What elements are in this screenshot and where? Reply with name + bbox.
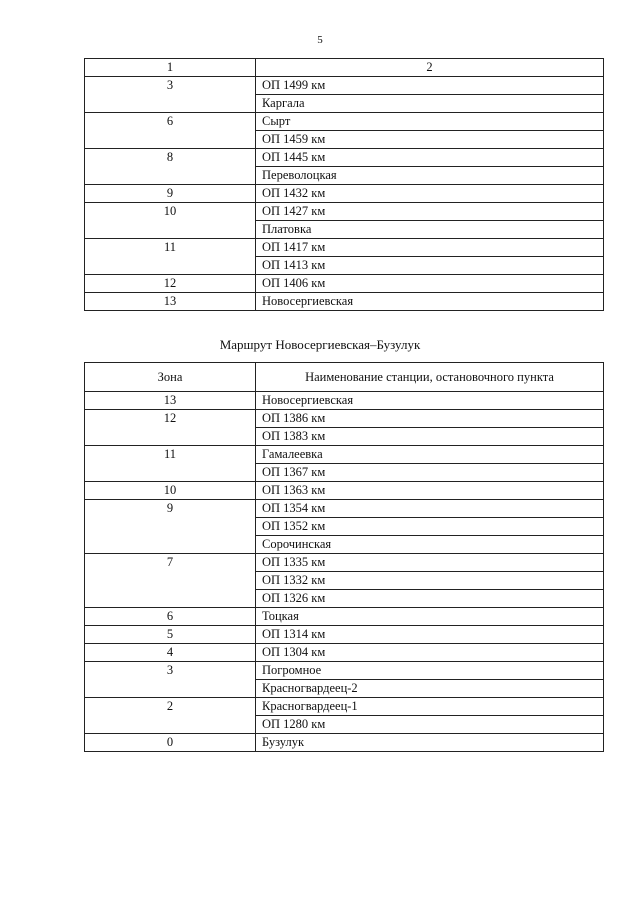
- zone-cell: 2: [85, 698, 256, 734]
- table-row: [85, 113, 604, 131]
- table-body: [85, 392, 604, 752]
- station-name-cell: ОП 1335 км: [256, 554, 604, 572]
- station-name-cell: ОП 1352 км: [256, 518, 604, 536]
- station-name-cell: ОП 1459 км: [256, 131, 604, 149]
- zone-cell: 3: [85, 77, 256, 113]
- zone-cell: 13: [85, 392, 256, 410]
- station-name-cell: ОП 1413 км: [256, 257, 604, 275]
- zone-cell: 9: [85, 185, 256, 203]
- zone-cell: 10: [85, 203, 256, 239]
- station-name-cell: ОП 1304 км: [256, 644, 604, 662]
- zones-table-continued: [84, 58, 604, 311]
- station-name-cell: ОП 1354 км: [256, 500, 604, 518]
- column-header-1: 1: [85, 59, 256, 77]
- station-name-cell: Новосергиевская: [256, 392, 604, 410]
- zone-cell: 3: [85, 662, 256, 698]
- station-name-cell: Бузулук: [256, 734, 604, 752]
- zone-cell: 7: [85, 554, 256, 608]
- station-name-cell: ОП 1406 км: [256, 275, 604, 293]
- station-name-cell: Сырт: [256, 113, 604, 131]
- station-name-cell: Красногвардеец-1: [256, 698, 604, 716]
- zone-cell: 10: [85, 482, 256, 500]
- table-row: [85, 410, 604, 428]
- station-name-cell: ОП 1427 км: [256, 203, 604, 221]
- table-row: [85, 293, 604, 311]
- column-header-2: 2: [256, 59, 604, 77]
- station-name-cell: ОП 1383 км: [256, 428, 604, 446]
- table-header-row: [85, 363, 604, 392]
- station-name-cell: ОП 1363 км: [256, 482, 604, 500]
- zone-cell: 9: [85, 500, 256, 554]
- station-name-cell: Погромное: [256, 662, 604, 680]
- zone-cell: 4: [85, 644, 256, 662]
- station-name-cell: Переволоцкая: [256, 167, 604, 185]
- table-header-row: [85, 59, 604, 77]
- station-name-cell: ОП 1314 км: [256, 626, 604, 644]
- table-row: [85, 626, 604, 644]
- station-name-cell: ОП 1499 км: [256, 77, 604, 95]
- station-name-cell: Платовка: [256, 221, 604, 239]
- station-name-cell: Красногвардеец-2: [256, 680, 604, 698]
- station-name-cell: ОП 1280 км: [256, 716, 604, 734]
- table-row: [85, 392, 604, 410]
- table-row: [85, 734, 604, 752]
- zone-cell: 0: [85, 734, 256, 752]
- station-name-cell: ОП 1445 км: [256, 149, 604, 167]
- table-row: [85, 275, 604, 293]
- zone-cell: 12: [85, 275, 256, 293]
- station-name-column-header: Наименование станции, остановочного пункта: [256, 363, 604, 392]
- zone-cell: 13: [85, 293, 256, 311]
- table-row: [85, 203, 604, 221]
- table-row: [85, 77, 604, 95]
- station-name-cell: Каргала: [256, 95, 604, 113]
- station-name-cell: Гамалеевка: [256, 446, 604, 464]
- station-name-cell: ОП 1326 км: [256, 590, 604, 608]
- zone-cell: 5: [85, 626, 256, 644]
- table-row: [85, 446, 604, 464]
- table-row: [85, 644, 604, 662]
- zone-cell: 8: [85, 149, 256, 185]
- table-row: [85, 149, 604, 167]
- zone-column-header: Зона: [85, 363, 256, 392]
- station-name-cell: Тоцкая: [256, 608, 604, 626]
- table-row: [85, 662, 604, 680]
- table-body: [85, 77, 604, 311]
- table-row: [85, 608, 604, 626]
- station-name-cell: ОП 1417 км: [256, 239, 604, 257]
- table-row: [85, 554, 604, 572]
- table-row: [85, 239, 604, 257]
- station-name-cell: Новосергиевская: [256, 293, 604, 311]
- zone-cell: 6: [85, 113, 256, 149]
- station-name-cell: ОП 1332 км: [256, 572, 604, 590]
- zone-cell: 6: [85, 608, 256, 626]
- page-number: 5: [317, 34, 323, 46]
- station-name-cell: ОП 1367 км: [256, 464, 604, 482]
- table-row: [85, 185, 604, 203]
- table-row: [85, 482, 604, 500]
- station-name-cell: ОП 1386 км: [256, 410, 604, 428]
- table-row: [85, 500, 604, 518]
- table-row: [85, 698, 604, 716]
- station-name-cell: Сорочинская: [256, 536, 604, 554]
- route-zones-table: [84, 362, 604, 752]
- station-name-cell: ОП 1432 км: [256, 185, 604, 203]
- route-title: Маршрут Новосергиевская–Бузулук: [219, 337, 421, 352]
- zone-cell: 11: [85, 446, 256, 482]
- zone-cell: 11: [85, 239, 256, 275]
- zone-cell: 12: [85, 410, 256, 446]
